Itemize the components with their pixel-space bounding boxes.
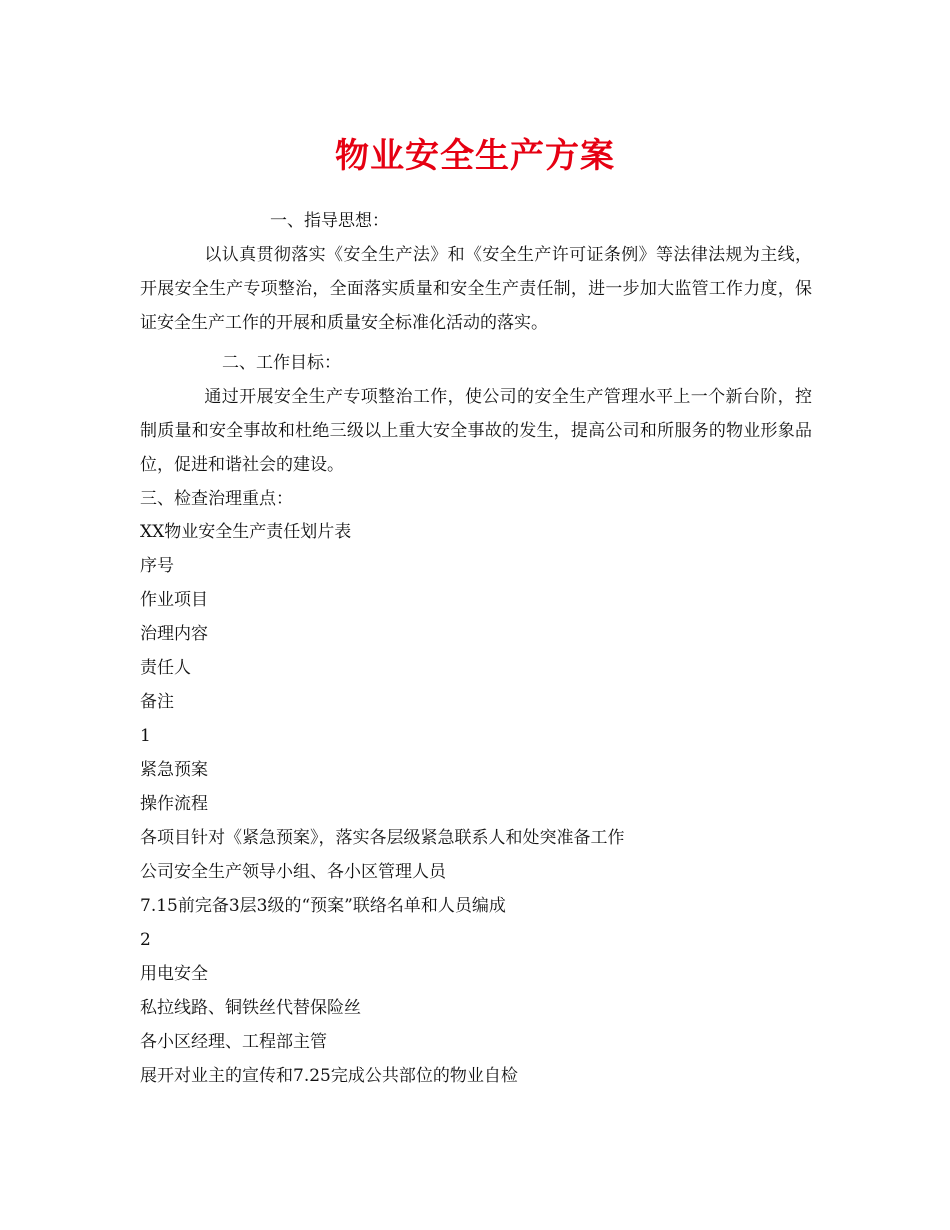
- text-line: 治理内容: [140, 624, 208, 644]
- text-line: 私拉线路、铜铁丝代替保险丝: [140, 998, 361, 1018]
- text-line: 用电安全: [140, 964, 208, 984]
- section-3-heading: 三、检查治理重点：: [140, 489, 293, 509]
- section-1-heading: 一、指导思想：: [270, 211, 389, 231]
- text-line: 公司安全生产领导小组、各小区管理人员: [140, 862, 446, 882]
- section-1-body: 以认真贯彻落实《安全生产法》和《安全生产许可证条例》等法律法规为主线，开展安全生产专项整治，全面落实质量和安全生产责任制，进一步加大监管工作力度，保证安全生产工作的开展和质量安全标准化活动的落实。: [140, 245, 812, 333]
- document-title: 物业安全生产方案: [335, 136, 615, 176]
- text-line: 责任人: [140, 658, 191, 678]
- section-2-paragraph: [140, 380, 812, 482]
- text-line: XX物业安全生产责任划片表: [140, 522, 352, 542]
- text-line: 2: [140, 930, 151, 950]
- section-3-lines: [140, 515, 840, 1093]
- text-line: 作业项目: [140, 590, 208, 610]
- text-line: 序号: [140, 556, 174, 576]
- text-line: 操作流程: [140, 794, 208, 814]
- text-line: 各小区经理、工程部主管: [140, 1032, 327, 1052]
- section-1-paragraph: [140, 238, 812, 340]
- text-line: 备注: [140, 692, 174, 712]
- text-line: 7.15前完备3层3级的“预案”联络名单和人员编成: [140, 896, 506, 916]
- text-line: 紧急预案: [140, 760, 208, 780]
- text-line: 展开对业主的宣传和7.25完成公共部位的物业自检: [140, 1066, 518, 1086]
- section-2-heading: 二、工作目标：: [222, 353, 341, 373]
- section-2-body: 通过开展安全生产专项整治工作，使公司的安全生产管理水平上一个新台阶，控制质量和安全事故和杜绝三级以上重大安全事故的发生，提高公司和所服务的物业形象品位，促进和谐社会的建设。: [140, 387, 812, 475]
- text-line: 1: [140, 726, 151, 746]
- text-line: 各项目针对《紧急预案》，落实各层级紧急联系人和处突准备工作: [140, 828, 625, 848]
